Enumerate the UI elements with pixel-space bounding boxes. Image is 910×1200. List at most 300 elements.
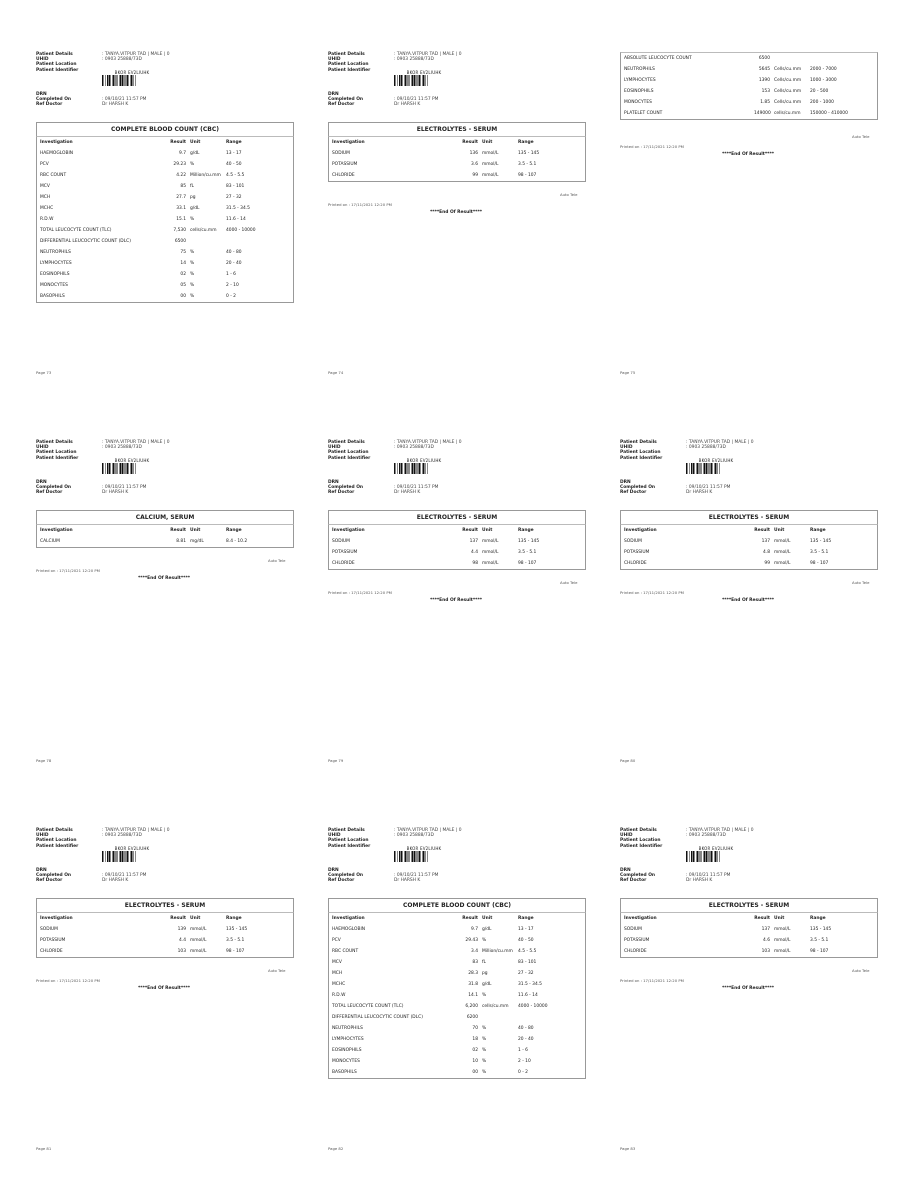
cell-investigation: POTASSIUM [624, 550, 650, 555]
cell-result: 153 [761, 89, 770, 94]
cell-unit: pg [482, 971, 488, 976]
table-row [329, 1012, 585, 1023]
cell-result: 02 [180, 272, 186, 277]
info-row [328, 878, 438, 883]
info-label: DRN [620, 480, 631, 485]
cell-investigation: POTASSIUM [332, 550, 358, 555]
table-row [37, 214, 293, 225]
table-row [621, 558, 877, 569]
table-row [37, 924, 293, 935]
cell-investigation: HAEMOGLOBIN [332, 927, 366, 932]
barcode-graphic [102, 851, 160, 862]
table-row [37, 935, 293, 946]
cell-investigation: MCV [40, 184, 50, 189]
info-label: UHID [620, 445, 633, 451]
auto-tele-label: Auto Tele [560, 192, 578, 197]
cell-result: 139 [177, 927, 186, 932]
cell-range: 4000 - 10000 [518, 1004, 548, 1009]
cell-unit: cells/cu.mm [190, 228, 217, 233]
cell-investigation: SODIUM [624, 927, 642, 932]
cell-result: 83 [472, 960, 478, 965]
cell-range: 2 - 10 [518, 1059, 531, 1064]
info-label: DRN [36, 868, 47, 873]
cell-range [810, 53, 870, 64]
barcode-graphic [686, 851, 744, 862]
barcode-graphic [686, 463, 744, 474]
cell-unit: Million/cu.mm [190, 173, 221, 178]
info-value: : 0903 25888/73D [394, 445, 434, 451]
cell-unit: g/dL [482, 982, 492, 987]
printed-on: Printed on : 17/11/2021 12:20 PM [36, 568, 100, 573]
info-value: : 0903 25888/73D [102, 833, 142, 839]
end-of-result: ****End Of Result**** [430, 598, 483, 603]
cell-result: 149000 [754, 111, 771, 116]
report-page [36, 52, 306, 422]
barcode [102, 846, 162, 862]
info-label: UHID [328, 57, 341, 63]
cell-range: 98 - 107 [810, 561, 829, 566]
cell-result: 70 [472, 1026, 478, 1031]
report-section [620, 898, 878, 958]
col-range-header: Range [810, 528, 826, 533]
cell-unit: mmol/L [482, 162, 499, 167]
cell-investigation: CHLORIDE [332, 173, 355, 178]
table-row [329, 924, 585, 935]
report-section [328, 510, 586, 570]
cell-investigation: NEUTROPHILS [332, 1026, 363, 1031]
col-result-header: Result [170, 528, 186, 533]
cell-investigation: EOSINOPHILS [40, 272, 70, 277]
info-label: Patient Details [36, 52, 73, 57]
info-row [36, 102, 146, 107]
end-of-result: ****End Of Result**** [430, 210, 483, 215]
table-row [37, 280, 293, 291]
cell-result: 14.1 [468, 993, 478, 998]
report-page [328, 52, 598, 422]
cell-result: 6,200 [465, 1004, 478, 1009]
table-header [329, 525, 585, 536]
cell-range: 20 - 40 [226, 261, 242, 266]
results-table [328, 912, 586, 1079]
cell-range [226, 236, 286, 247]
info-value: Dr HARSH K [394, 490, 421, 496]
report-title: CALCIUM, SERUM [36, 510, 294, 524]
cell-result: 4.8 [763, 550, 770, 555]
cell-unit: Cells/cu.mm [774, 67, 802, 72]
info-value: : 0903 25888/73D [394, 833, 434, 839]
col-range-header: Range [518, 140, 534, 145]
table-row [621, 53, 877, 64]
cell-investigation: MCH [332, 971, 343, 976]
cell-result: 14 [180, 261, 186, 266]
cell-result: 99 [764, 561, 770, 566]
printed-on: Printed on : 17/11/2021 12:20 PM [620, 590, 684, 595]
info-label: Patient Details [328, 828, 365, 833]
cell-investigation: SODIUM [624, 539, 642, 544]
cell-investigation: MCHC [332, 982, 346, 987]
cell-result: 31.8 [468, 982, 478, 987]
cell-unit: fL [482, 960, 486, 965]
cell-unit: mmol/L [774, 938, 791, 943]
page-number: Page 83 [620, 1146, 636, 1151]
info-label: Patient Details [36, 828, 73, 833]
cell-result: 136 [469, 151, 478, 156]
info-value: : 0903 25888/73D [394, 57, 434, 63]
info-label: Completed On [328, 485, 364, 491]
barcode [686, 458, 746, 474]
cell-range: 98 - 107 [810, 949, 829, 954]
info-label: Patient Location [620, 838, 661, 844]
col-investigation-header: Investigation [332, 140, 365, 145]
info-row [36, 490, 146, 495]
cell-unit: % [482, 1026, 487, 1031]
info-value: : 0903 25888/73D [686, 833, 726, 839]
cell-investigation: POTASSIUM [40, 938, 66, 943]
order-info [36, 868, 146, 884]
table-row [621, 536, 877, 547]
auto-tele-label: Auto Tele [560, 580, 578, 585]
cell-unit: mmol/L [190, 938, 207, 943]
cell-investigation: PCV [40, 162, 49, 167]
info-label: Completed On [328, 97, 364, 103]
results-table [328, 524, 586, 570]
cell-result: 3.6 [471, 162, 478, 167]
info-label: Ref Doctor [36, 102, 63, 108]
table-row [329, 547, 585, 558]
col-investigation-header: Investigation [40, 916, 73, 921]
cell-result: 9.7 [471, 927, 478, 932]
cell-range: 0 - 2 [226, 294, 236, 299]
cell-result: 85 [180, 184, 186, 189]
order-info [328, 92, 438, 108]
cell-range: 40 - 80 [226, 250, 242, 255]
cell-investigation: CHLORIDE [40, 949, 63, 954]
cell-unit: % [482, 1048, 487, 1053]
cell-range: 31.5 - 34.5 [518, 982, 542, 987]
cell-investigation: DIFFERENTIAL LEUCOCYTIC COUNT (DLC) [40, 239, 131, 244]
cell-unit: mmol/L [774, 949, 791, 954]
cell-investigation: SODIUM [332, 151, 350, 156]
info-value: Dr HARSH K [394, 878, 421, 884]
info-value: : 09/10/21 11:57 PM [102, 97, 147, 103]
col-unit-header: Unit [190, 528, 201, 533]
cell-range: 1000 - 3000 [810, 78, 837, 83]
cell-unit: mg/dL [190, 539, 204, 544]
info-label: Patient Identifier [328, 455, 371, 461]
cell-unit [482, 1012, 518, 1023]
info-label: UHID [328, 445, 341, 451]
report-title: ELECTROLYTES - SERUM [620, 510, 878, 524]
report-page [620, 828, 890, 1198]
table-header [37, 137, 293, 148]
cell-range: 98 - 107 [518, 561, 537, 566]
cell-result: 6200 [466, 1015, 478, 1020]
cell-range: 135 - 145 [810, 927, 832, 932]
table-row [37, 203, 293, 214]
table-header [329, 137, 585, 148]
cell-investigation: MCH [40, 195, 51, 200]
cell-unit: % [482, 938, 487, 943]
table-header [37, 525, 293, 536]
info-value: : 09/10/21 11:57 PM [686, 873, 731, 879]
barcode-text: BKOR EV2LIUHK [406, 846, 442, 851]
cell-unit: Cells/cu.mm [774, 100, 802, 105]
auto-tele-label: Auto Tele [268, 558, 286, 563]
cell-investigation: SODIUM [40, 927, 58, 932]
printed-on: Printed on : 17/11/2021 12:20 PM [328, 590, 392, 595]
printed-on: Printed on : 17/11/2021 12:20 PM [36, 978, 100, 983]
info-label: Patient Identifier [328, 67, 371, 73]
info-label: Patient Details [328, 52, 365, 57]
table-row [329, 1034, 585, 1045]
info-label: Ref Doctor [36, 878, 63, 884]
end-of-result: ****End Of Result**** [138, 576, 191, 581]
results-table [620, 524, 878, 570]
report-page [620, 440, 890, 810]
info-label: Completed On [620, 485, 656, 491]
cell-investigation: POTASSIUM [332, 162, 358, 167]
cell-investigation: LYMPHOCYTES [624, 78, 656, 83]
cell-unit: % [190, 294, 195, 299]
cell-unit: g/dL [190, 206, 200, 211]
cell-unit: mmol/L [482, 151, 499, 156]
cell-unit: mmol/L [774, 561, 791, 566]
cell-result: 02 [472, 1048, 478, 1053]
cell-result: 75 [180, 250, 186, 255]
info-label: DRN [620, 868, 631, 873]
cell-investigation: R.D.W [40, 217, 54, 222]
col-result-header: Result [754, 528, 770, 533]
barcode [394, 458, 454, 474]
info-label: Patient Identifier [328, 843, 371, 849]
barcode [686, 846, 746, 862]
cell-range: 31.5 - 34.5 [226, 206, 250, 211]
cell-range: 4000 - 10000 [226, 228, 256, 233]
col-range-header: Range [810, 916, 826, 921]
cell-unit: g/dL [482, 927, 492, 932]
info-label: Patient Details [620, 828, 657, 833]
cell-result: 137 [761, 927, 770, 932]
cell-investigation: LYMPHOCYTES [40, 261, 72, 266]
cell-result: 27.7 [176, 195, 186, 200]
col-unit-header: Unit [482, 528, 493, 533]
info-label: Patient Details [620, 440, 657, 445]
table-row [37, 159, 293, 170]
col-range-header: Range [226, 528, 242, 533]
info-label: Patient Identifier [36, 455, 79, 461]
info-label: Completed On [36, 485, 72, 491]
cell-range: 83 - 101 [226, 184, 245, 189]
cell-result: 103 [761, 949, 770, 954]
info-value: Dr HARSH K [686, 878, 713, 884]
info-label: Patient Details [36, 440, 73, 445]
cell-range: 3.5 - 5.1 [810, 550, 829, 555]
table-row [329, 1045, 585, 1056]
table-row [37, 269, 293, 280]
info-label: Completed On [36, 873, 72, 879]
info-label: UHID [36, 57, 49, 63]
table-row [37, 291, 293, 302]
cell-investigation: NEUTROPHILS [40, 250, 71, 255]
cell-result: 00 [472, 1070, 478, 1075]
info-label: Completed On [328, 873, 364, 879]
table-row [37, 148, 293, 159]
info-value: : 0903 25888/73D [686, 445, 726, 451]
cell-range: 200 - 1000 [810, 100, 834, 105]
cell-range: 40 - 80 [518, 1026, 534, 1031]
cell-range: 3.5 - 5.1 [810, 938, 829, 943]
cell-investigation: MONOCYTES [332, 1059, 360, 1064]
info-label: Patient Location [36, 62, 77, 68]
cell-range: 1 - 6 [226, 272, 236, 277]
col-unit-header: Unit [190, 916, 201, 921]
cell-unit: % [190, 283, 195, 288]
info-label: Ref Doctor [328, 490, 355, 496]
cell-range: 2000 - 7000 [810, 67, 837, 72]
cell-range: 40 - 50 [226, 162, 242, 167]
table-row [621, 64, 877, 75]
info-label: Patient Location [328, 62, 369, 68]
cell-result: 28.3 [468, 971, 478, 976]
info-label: DRN [36, 92, 47, 97]
cell-range: 135 - 145 [518, 539, 540, 544]
info-label: Patient Location [328, 838, 369, 844]
table-header [621, 525, 877, 536]
cell-range: 40 - 50 [518, 938, 534, 943]
results-table [620, 912, 878, 958]
cell-investigation: CHLORIDE [624, 949, 647, 954]
cell-unit: Cells/cu.mm [774, 78, 802, 83]
table-row [329, 159, 585, 170]
info-label: DRN [328, 92, 339, 97]
printed-on: Printed on : 17/11/2021 12:20 PM [620, 978, 684, 983]
report-section [328, 898, 586, 1079]
info-value: : 09/10/21 11:57 PM [394, 873, 439, 879]
col-result-header: Result [754, 916, 770, 921]
barcode-text: BKOR EV2LIUHK [114, 458, 150, 463]
info-value: : TANYA.VITPUR TAD | MALE | 0 [102, 828, 170, 833]
cell-result: 3.4 [471, 949, 478, 954]
cell-range: 8.4 - 10.2 [226, 539, 248, 544]
cell-unit [774, 53, 810, 64]
info-row [328, 102, 438, 107]
info-label: UHID [36, 833, 49, 839]
table-row [37, 536, 293, 547]
barcode-graphic [394, 851, 452, 862]
info-label: Patient Identifier [36, 67, 79, 73]
end-of-result: ****End Of Result**** [722, 152, 775, 157]
cell-range: 13 - 17 [518, 927, 534, 932]
cell-unit: Cells/cu.mm [774, 89, 802, 94]
barcode-text: BKOR EV2LIUHK [698, 846, 734, 851]
barcode-graphic [102, 463, 160, 474]
cell-unit: % [190, 250, 195, 255]
order-info [328, 868, 438, 884]
cell-unit: % [190, 217, 195, 222]
info-label: UHID [620, 833, 633, 839]
cell-unit: % [190, 261, 195, 266]
results-table [36, 912, 294, 958]
cell-investigation: CALCIUM [40, 539, 60, 544]
barcode [102, 458, 162, 474]
barcode-graphic [102, 75, 160, 86]
info-label: DRN [328, 480, 339, 485]
info-value: Dr HARSH K [102, 878, 129, 884]
cell-range: 4.5 - 5.5 [518, 949, 537, 954]
report-section [328, 122, 586, 182]
info-label: Completed On [36, 97, 72, 103]
info-label: Ref Doctor [620, 878, 647, 884]
page-number: Page 75 [620, 370, 636, 375]
table-row [329, 935, 585, 946]
report-title: ELECTROLYTES - SERUM [620, 898, 878, 912]
printed-on: Printed on : 17/11/2021 12:20 PM [328, 202, 392, 207]
col-range-header: Range [226, 916, 242, 921]
barcode [394, 846, 454, 862]
report-page [328, 440, 598, 810]
col-range-header: Range [518, 528, 534, 533]
info-value: Dr HARSH K [394, 102, 421, 108]
cell-result: 99 [472, 173, 478, 178]
report-title: ELECTROLYTES - SERUM [328, 510, 586, 524]
table-row [37, 247, 293, 258]
barcode-text: BKOR EV2LIUHK [406, 70, 442, 75]
cell-range: 20 - 500 [810, 89, 829, 94]
cell-unit: cells/cu.mm [482, 1004, 509, 1009]
table-header [329, 913, 585, 924]
table-row [329, 1023, 585, 1034]
col-result-header: Result [462, 140, 478, 145]
page-number: Page 81 [36, 1146, 52, 1151]
barcode-text: BKOR EV2LIUHK [114, 846, 150, 851]
barcode [394, 70, 454, 86]
cell-result: 4.6 [763, 938, 770, 943]
table-row [329, 968, 585, 979]
cell-range: 135 - 145 [810, 539, 832, 544]
cell-range: 11.6 - 14 [226, 217, 246, 222]
table-row [621, 924, 877, 935]
results-table [36, 524, 294, 548]
order-info [328, 480, 438, 496]
cell-unit: % [482, 1037, 487, 1042]
table-row [329, 946, 585, 957]
cell-range [518, 1012, 578, 1023]
cell-range: 13 - 17 [226, 151, 242, 156]
table-row [621, 75, 877, 86]
report-page [328, 828, 598, 1198]
cell-investigation: CHLORIDE [624, 561, 647, 566]
cell-investigation: ABSOLUTE LEUCOCYTE COUNT [624, 56, 692, 61]
table-row [329, 536, 585, 547]
cell-result: 18 [472, 1037, 478, 1042]
end-of-result: ****End Of Result**** [138, 986, 191, 991]
cell-result: 29.23 [173, 162, 186, 167]
col-result-header: Result [170, 140, 186, 145]
table-header [621, 913, 877, 924]
cell-investigation: RBC COUNT [332, 949, 359, 954]
cell-unit: fL [190, 184, 194, 189]
cell-range: 150000 - 410000 [810, 111, 848, 116]
results-table [36, 136, 294, 303]
cell-unit: mmol/L [774, 927, 791, 932]
cell-investigation: SODIUM [332, 539, 350, 544]
report-section [620, 510, 878, 570]
page-number: Page 80 [620, 758, 636, 763]
info-value: : TANYA.VITPUR TAD | MALE | 0 [686, 828, 754, 833]
cell-unit: mmol/L [774, 550, 791, 555]
cell-unit: pg [190, 195, 196, 200]
cell-result: 00 [180, 294, 186, 299]
